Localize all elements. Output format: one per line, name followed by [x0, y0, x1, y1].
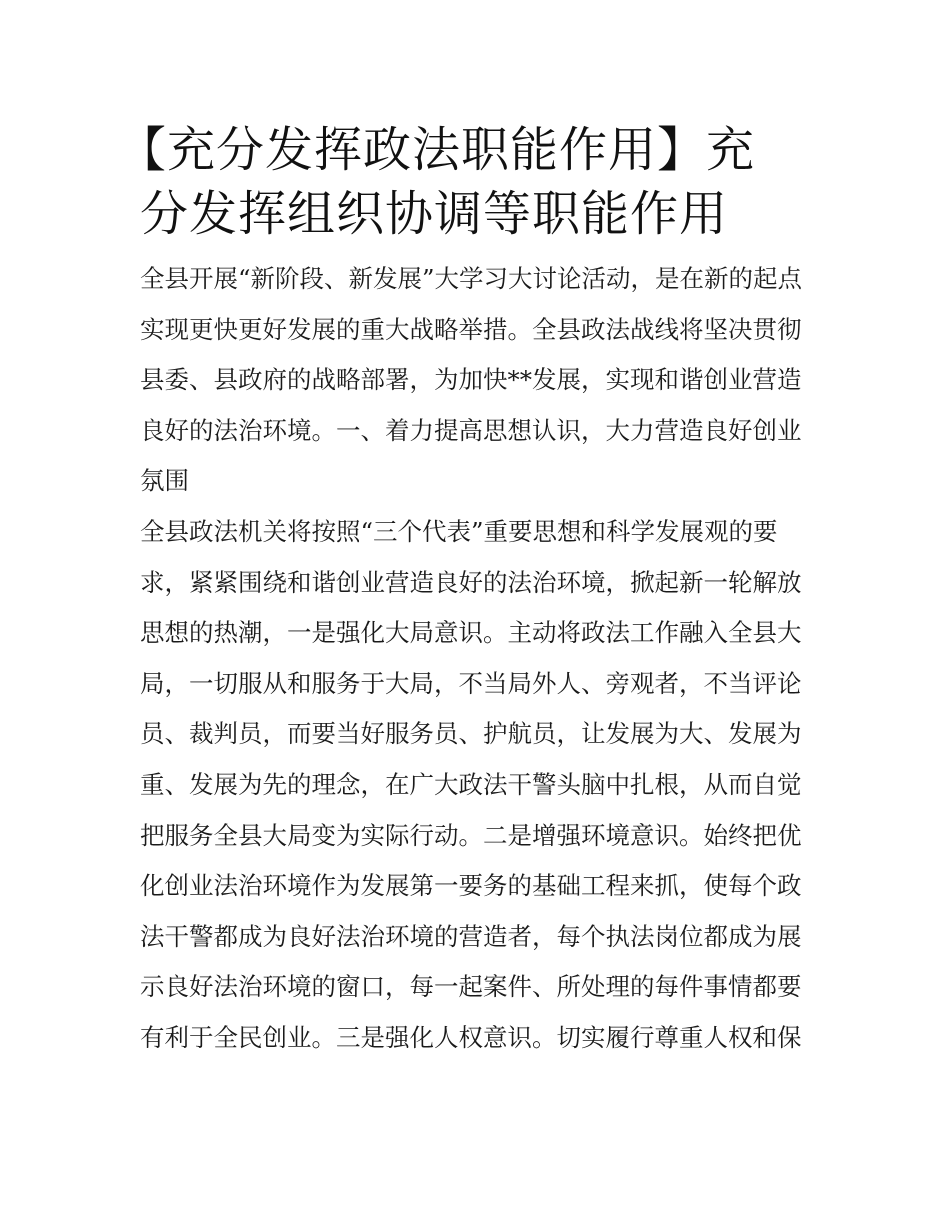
paragraph-line: 把服务全县大局变为实际行动。二是增强环境意识。始终把优	[140, 820, 802, 850]
paragraph-2	[140, 507, 820, 1064]
title-line-1: 【充分发挥政法职能作用】充	[118, 122, 756, 178]
document-body	[140, 254, 820, 1064]
paragraph-line: 法干警都成为良好法治环境的营造者，每个执法岗位都成为展	[140, 921, 802, 951]
paragraph-line: 良好的法治环境。一、着力提高思想认识，大力营造良好创业	[140, 415, 802, 445]
paragraph-line: 局，一切服从和服务于大局，不当局外人、旁观者，不当评论	[140, 668, 802, 698]
paragraph-line: 有利于全民创业。三是强化人权意识。切实履行尊重人权和保	[140, 1022, 802, 1052]
paragraph-line: 化创业法治环境作为发展第一要务的基础工程来抓，使每个政	[140, 871, 802, 901]
document-title	[118, 118, 820, 246]
paragraph-line: 示良好法治环境的窗口，每一起案件、所处理的每件事情都要	[140, 972, 802, 1002]
paragraph-line: 求，紧紧围绕和谐创业营造良好的法治环境，掀起新一轮解放	[140, 567, 802, 597]
paragraph-line: 员、裁判员，而要当好服务员、护航员，让发展为大、发展为	[140, 719, 802, 749]
paragraph-line: 重、发展为先的理念，在广大政法干警头脑中扎根，从而自觉	[140, 769, 802, 799]
paragraph-line: 思想的热潮，一是强化大局意识。主动将政法工作融入全县大	[140, 618, 802, 648]
title-line-2: 分发挥组织协调等职能作用	[140, 186, 729, 242]
paragraph-1	[140, 254, 820, 507]
paragraph-line: 实现更快更好发展的重大战略举措。全县政法战线将坚决贯彻	[140, 314, 802, 344]
paragraph-line: 全县政法机关将按照“三个代表”重要思想和科学发展观的要	[140, 516, 778, 546]
paragraph-line: 全县开展“新阶段、新发展”大学习大讨论活动，是在新的起点	[140, 264, 803, 293]
paragraph-line: 县委、县政府的战略部署，为加快**发展，实现和谐创业营造	[140, 365, 802, 395]
paragraph-line: 氛围	[140, 466, 189, 496]
